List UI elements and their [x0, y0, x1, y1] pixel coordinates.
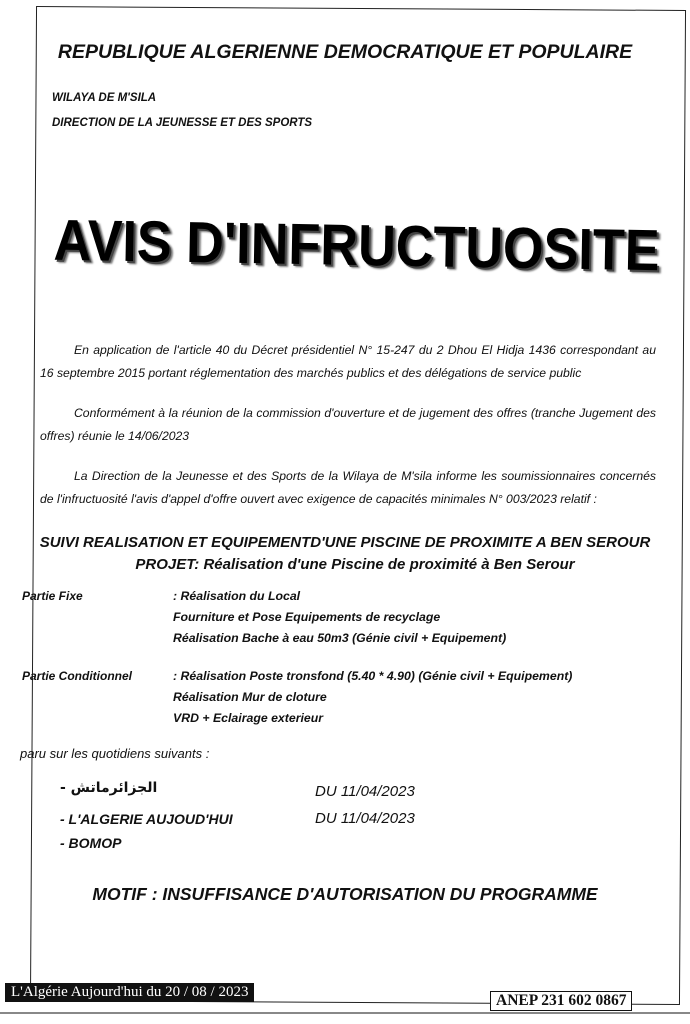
title-block	[20, 207, 670, 284]
paragraph-commission	[40, 402, 656, 447]
paragraph-text: En application de l'article 40 du Décret présidentiel N° 15-247 du 2 Dhou El Hidja 1436 correspondant au 16 septembre 2015 portant réglementation des marchés publics et des délégations de service public	[40, 343, 656, 380]
list-item: VRD + Eclairage exterieur	[173, 711, 324, 725]
footer-divider	[0, 1012, 690, 1014]
project-heading: SUIVI REALISATION ET EQUIPEMENTD'UNE PISCINE DE PROXIMITE A BEN SEROUR	[39, 534, 651, 551]
publication-date: DU 11/04/2023	[315, 783, 415, 800]
wilaya-label: WILAYA DE M'SILA	[52, 92, 157, 104]
list-item: : Réalisation Poste tronsfond (5.40 * 4.90) (Génie civil + Equipement)	[173, 669, 573, 683]
list-item: Réalisation Bache à eau 50m3 (Génie civil + Equipement)	[173, 631, 507, 645]
list-item: : Réalisation du Local	[173, 589, 301, 603]
list-item: Fourniture et Pose Equipements de recyclage	[173, 610, 441, 624]
direction-label: DIRECTION DE LA JEUNESSE ET DES SPORTS	[52, 117, 313, 129]
partie-conditionnel-label: Partie Conditionnel	[22, 669, 133, 683]
partie-conditionnel-items	[173, 666, 670, 729]
newspaper-algerie-aujourdhui: - L'ALGERIE AUJOUD'HUI	[60, 811, 233, 827]
newspaper-bomop: - BOMOP	[60, 835, 122, 851]
publication-intro: paru sur les quotidiens suivants :	[20, 746, 210, 761]
project-subheading: PROJET: Réalisation d'une Piscine de proximité à Ben Serour	[135, 556, 575, 573]
republic-header: REPUBLIQUE ALGERIENNE DEMOCRATIQUE ET POPULAIRE	[57, 41, 633, 63]
partie-fixe-section	[20, 586, 670, 649]
paragraph-text: La Direction de la Jeunesse et des Sports de la Wilaya de M'sila informe les soumissionnaires concernés de l'infructuosité l'avis d'appel d'offre ouvert avec exigence de capacités minimales N° 003/2023 relatif :	[40, 469, 656, 506]
notice-title: AVIS D'INFRUCTUOSITE	[53, 207, 661, 284]
publication-date: DU 11/04/2023	[315, 810, 415, 827]
paragraph-announcement	[40, 465, 656, 510]
notice-content	[20, 0, 670, 905]
source-label: L'Algérie Aujourd'hui du 20 / 08 / 2023	[5, 983, 254, 1002]
paragraph-text: Conformément à la réunion de la commission d'ouverture et de jugement des offres (tranche Jugement des offres) réunie le 14/06/2023	[40, 406, 656, 443]
empty-cell	[315, 831, 670, 855]
list-item: Réalisation Mur de cloture	[173, 690, 327, 704]
publication-list	[20, 773, 670, 855]
partie-conditionnel-section	[20, 666, 670, 729]
partie-fixe-items	[173, 586, 670, 649]
partie-fixe-label: Partie Fixe	[22, 589, 83, 603]
newspaper-arabic: الجزائرماتش -	[60, 780, 158, 796]
motif-statement: MOTIF : INSUFFISANCE D'AUTORISATION DU PROGRAMME	[92, 884, 598, 904]
anep-reference: ANEP 231 602 0867	[490, 991, 632, 1011]
paragraph-legal-basis	[40, 339, 656, 384]
